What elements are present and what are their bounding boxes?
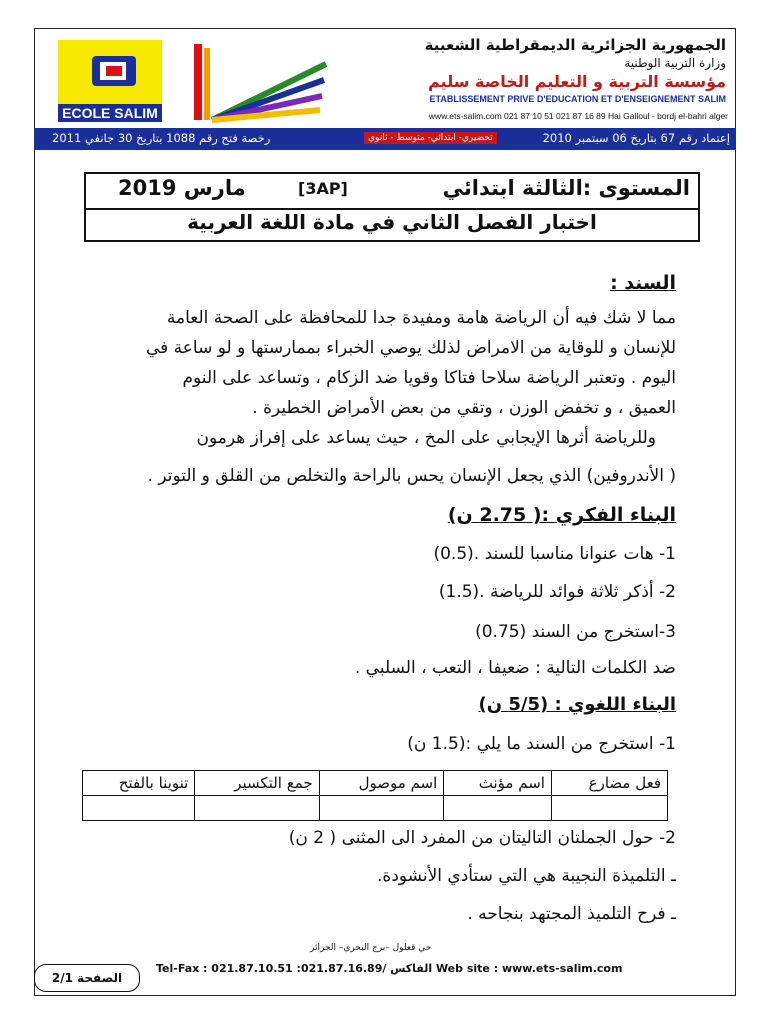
table-header-row bbox=[83, 771, 668, 796]
table-header: اسم مؤنث bbox=[444, 771, 552, 796]
passage-line: مما لا شك فيه أن الرياضة هامة ومفيدة جدا للمحافظة على الصحة العامة bbox=[166, 308, 676, 328]
answer-cell[interactable] bbox=[319, 796, 444, 821]
answer-table bbox=[82, 770, 668, 821]
table-header: فعل مضارع bbox=[551, 771, 667, 796]
sentence: ـ فرح التلميذ المجتهد بنجاحه . bbox=[467, 904, 676, 924]
sentence: ـ التلميذة النجيبة هي التي ستأدي الأنشودة. bbox=[377, 866, 676, 886]
question: ضد الكلمات التالية : ضعيفا ، التعب ، السلبي . bbox=[354, 658, 676, 678]
question: 1- استخرج من السند ما يلي :(1.5 ن) bbox=[407, 734, 676, 754]
answer-cell[interactable] bbox=[551, 796, 667, 821]
table-header: تنوينا بالفتح bbox=[83, 771, 195, 796]
levels-badge: تحضيري- ابتدائي- متوسط - ثانوي bbox=[364, 132, 497, 144]
table-header: جمع التكسير bbox=[195, 771, 319, 796]
passage-line: ( الأندروفين) الذي يجعل الإنسان يحس بالراحة والتخلص من القلق و التوتر . bbox=[147, 466, 676, 486]
exam-title: اختبار الفصل الثاني في مادة اللغة العربية bbox=[187, 210, 597, 234]
question: 3-استخرج من السند (0.75) bbox=[475, 622, 676, 642]
approval-text: إعتماد رقم 67 بتاريخ 06 سبتمبر 2010 bbox=[542, 131, 730, 145]
footer-address: حي قعلول –برج البحري– الجزائر bbox=[310, 943, 432, 953]
exam-date: مارس 2019 bbox=[118, 176, 246, 200]
section-heading: البناء الفكري :( 2.75 ن) bbox=[447, 504, 676, 526]
level-label: المستوى :الثالثة ابتدائي bbox=[442, 176, 690, 200]
page-number: الصفحة 2/1 bbox=[34, 964, 140, 992]
title-box bbox=[84, 172, 700, 242]
passage-heading: السند : bbox=[610, 272, 676, 294]
institution-fr: ETABLISSEMENT PRIVE D'EDUCATION ET D'ENSEIGNEMENT SALIM bbox=[429, 94, 726, 104]
question: 1- هات عنوانا مناسبا للسند .(0.5) bbox=[433, 544, 676, 564]
republic-name: الجمهورية الجزائرية الديمقراطية الشعبية bbox=[424, 36, 726, 54]
school-logo bbox=[58, 40, 162, 122]
pencils-icon bbox=[186, 44, 336, 128]
passage-line: وللرياضة أثرها الإيجابي على المخ ، حيث يساعد على إفراز هرمون bbox=[196, 428, 656, 448]
letterhead bbox=[48, 36, 732, 132]
answer-cell[interactable] bbox=[195, 796, 319, 821]
question: 2- أذكر ثلاثة فوائد للرياضة .(1.5) bbox=[438, 582, 676, 602]
contact-line: www.ets-salim.com 021 87 10 51 021 87 16 89 Hai Galloul - bordj el-bahri alger bbox=[428, 111, 728, 121]
answer-cell[interactable] bbox=[83, 796, 195, 821]
table-row bbox=[83, 796, 668, 821]
table-header: اسم موصول bbox=[319, 771, 444, 796]
level-code: [3AP] bbox=[298, 179, 348, 198]
answer-cell[interactable] bbox=[444, 796, 552, 821]
passage-line: اليوم . وتعتبر الرياضة سلاحا فتاكا وقويا ضد الزكام ، وتساعد على النوم bbox=[182, 368, 676, 388]
logo-text: ECOLE SALIM bbox=[58, 104, 162, 122]
license-bar bbox=[34, 128, 736, 150]
question: 2- حول الجملتان التاليتان من المفرد الى المثنى ( 2 ن) bbox=[288, 828, 676, 848]
institution-ar: مؤسسة التربية و التعليم الخاصة سليم bbox=[428, 72, 726, 91]
section-heading: البناء اللغوي : (5/5 ن) bbox=[478, 694, 676, 715]
passage-line: للإنسان و للوقاية من الامراض لذلك يوصي الخبراء بممارستها و لو ساعة في bbox=[145, 338, 676, 358]
passage-line: العميق ، و تخفض الوزن ، وتقي من بعض الأمراض الخطيرة . bbox=[252, 398, 676, 418]
license-text: رخصة فتح رقم 1088 بتاريخ 30 جانفي 2011 bbox=[52, 131, 271, 145]
ministry-name: وزارة التربية الوطنية bbox=[624, 56, 726, 70]
footer-contact: Tel-Fax : 021.87.10.51 :الفاكس /021.87.16.89 Web site : www.ets-salim.com bbox=[156, 962, 623, 975]
